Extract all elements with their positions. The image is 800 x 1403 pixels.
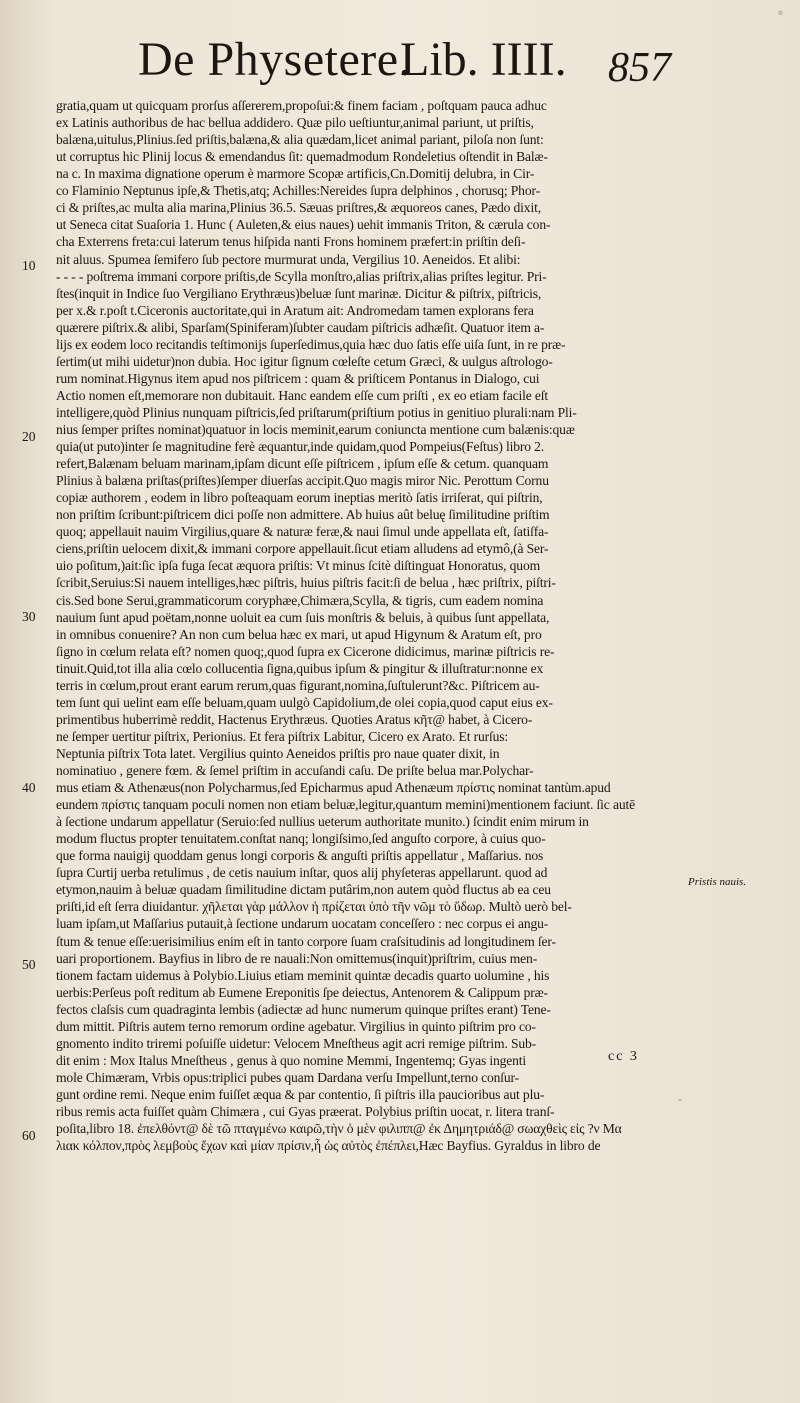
page-number: 857 [608, 45, 671, 91]
text-line: gunt ordine remi. Neque enim fuiſſet æqua & par contentio, ſi piſtris illa paucioribus aut plu- [56, 1086, 545, 1102]
text-line: ſtum & tenue eſſe:uerisimilius enim eſt in tanto corpore ſuam craſsitudinis ad longitudinem ſer- [56, 933, 556, 949]
text-line: Plinius à balæna priſtas(priſtes)ſemper diuerſas accipit.Quo magis miror Nic. Perottum Cornu [56, 473, 549, 489]
text-line: cha Exterrens freta:cui laterum tenus hiſpida nanti Frons hominem præfert:in priſtin deſi- [56, 234, 526, 250]
text-line: luam ipſam,ut Maſſarius putauit,à ſectione undarum uocatam conceſſero : nec corpus ei angu- [56, 916, 549, 932]
text-line: primentibus huberrimè reddit, Hactenus Erythræus. Quoties Aratus κῆτ@ habet, à Cicero- [56, 711, 533, 727]
text-line: lijs ex eodem loco recitandis teſtimonijs ſuperſedimus,quia hæc duo ſatis eſſe uiſa ſunt, in re præ- [56, 336, 566, 352]
text-line: tem ſunt qui uelint eam eſſe beluam,quam uulgò Capidolium,de olei copia,quod caput eius ex- [56, 694, 553, 710]
text-line: ſertim(ut mihi uidetur)non dubia. Hoc igitur ſignum cœleſte cetum Græci, & uulgus aſtrologo- [56, 353, 553, 369]
text-line: co Flaminio Neptunus ipſe,& Thetis,atq; Achilles:Nereides ſupra delphinos , chorusq; Phor- [56, 183, 540, 199]
text-line: ſcribit,Seruius:Si nauem intelliges,hæc piſtris, huius piſtris facit:ſi de belua , hæc priſtrix, piſtri- [56, 575, 556, 591]
line-number-50: 50 [22, 957, 36, 972]
text-line: per x.& r.poſt t.Ciceronis auctoritate,qui in Aratum ait: Andromedam tamen explorans fera [56, 302, 534, 318]
book-label: Lib. IIII. [400, 33, 567, 86]
text-line: ne ſemper uertitur piſtrix, Perionius. Et fera piſtrix Labitur, Cicero ex Arato. Et rurſus: [56, 728, 509, 744]
text-line: ex Latinis authoribus de hac bellua addidero. Quæ pilo ueſtiuntur,animal pariunt, ut priſtis, [56, 115, 534, 130]
text-line: ſigno in cœlum relata eſt? nomen quoq;,quod ſupra ex Cicerone didicimus, marinæ piſtricis re- [56, 643, 555, 659]
text-line: poſita,libro 18. ἐπελθόντ@ δὲ τῶ πταγμένω καιρῶ,τὴν ὁ μὲν φιλιππ@ ἐκ Δημητριάδ@ σωαχθεὶς εἰς ?ν Μα [56, 1121, 622, 1136]
running-title: De Physetere. [138, 33, 412, 86]
text-line: λιακ κόλπον,πρὸς λεμβοὺς ἔχων καὶ μίαν πρίσιν,ἧ ὡς αὐτὸς ἐπέπλει,Hæc Bayfius. Gyraldus in libro de [56, 1138, 601, 1153]
text-line: ſtes(inquit in Indice ſuo Vergiliano Erythræus)beluæ ſunt marinæ. Dicitur & piſtrix, piſtricis, [56, 285, 542, 301]
text-line: - - - - poſtrema immani corpore priſtis,de Scylla monſtro,alias priſtrix,alias priſtes legitur. Pri- [56, 268, 547, 284]
text-line: nominatiuo , genere fœm. & ſemel priſtim in accuſandi caſu. De priſte belua mar.Polychar- [56, 763, 534, 778]
line-number-20: 20 [22, 429, 36, 444]
text-line: ci & priſtes,ac multa alia marina,Plinius 36.5. Sæuas priſtres,& æquoreos canes, Pædo dixit, [56, 200, 541, 216]
line-number-30: 30 [22, 609, 36, 624]
text-line: eundem πρίστις tanquam poculi nomen non etiam beluæ,legitur,quantum memini)mentionem faciunt. ſic autē [56, 797, 635, 813]
text-line: terris in cœlum,prout erant earum rerum,quas figurant,nomina,ſuſtulerunt?&c. Piſtricem au- [56, 677, 540, 693]
text-line: uerbis:Perſeus poſt reditum ab Eumene Ereponitis ſpe deiectus, Antenorem & Calippum præ- [56, 984, 548, 1000]
text-line: rum nominat.Higynus item apud nos piſtricem : quam & priſticem Pontanus in Dialogo, cui [56, 370, 540, 386]
text-line: copiæ authorem , eodem in libro poſteaquam eorum ineptias meritò ſatis irriſerat, qui piſtrin, [56, 490, 543, 506]
text-line: tionem factam uidemus à Polybio.Liuius etiam meminit quintæ decadis quarto uolumine , his [56, 967, 550, 983]
text-line: ut Seneca citat Suaſoria 1. Hunc ( Auleten,& eius naues) uehit immanis Triton, & cærula con- [56, 217, 551, 233]
text-line: Neptunia piſtrix Tota latet. Vergilius quinto Aeneidos priſtis pro naue quater dixit, in [56, 745, 500, 761]
text-line: mus etiam & Athenæus(non Polycharmus,ſed Epicharmus apud Athenæum πρίστις nominat tantùm.apud [56, 780, 611, 795]
text-line: quoq; appellauit nauim Virgilius,quare & naturæ feræ,& naui ſimul unde appellata eſt, ſatiſfa- [56, 524, 549, 540]
margin-note: Pristis nauis. [688, 876, 747, 888]
text-line: refert,Balænam beluam marinam,ipſam dicunt eſſe piſtricem , ipſum eſſe & cetum. quanquam [56, 456, 549, 472]
text-line: priſti,id eſt ſerra diuidantur. χῆλεται γὰρ μάλλον ἡ πρίζεται ὑπὸ τῆν νῶμ τὸ ὕδωρ. Multò uerò bel- [56, 899, 572, 915]
text-line: quia(ut puto)inter ſe magnitudine ferè æquantur,inde quidam,quod Pompeius(Feſtus) libro 2. [56, 439, 545, 454]
text-line: uari proportionem. Bayfius in libro de re nauali:Non omittemus(inquit)priſtrim, cuius men- [56, 950, 538, 966]
text-line: modum fluctus propter tenuitatem.conſtat nanq; longiſsimo,ſed anguſto corpore, à cuius quo- [56, 831, 546, 847]
text-line: non priſtim ſcribunt:piſtricem dici poſſe non admittere. Ab huius aût beluę ſimilitudine priſtim [56, 507, 550, 523]
signature-mark: cc 3 [608, 1049, 639, 1064]
text-line: dit enim : Mox Italus Mneſtheus , genus à quo nomine Memmi, Ingentemq; Gyas ingenti [56, 1052, 527, 1068]
text-line: gratia,quam ut quicquam prorſus aſſererem,propoſui:& finem faciam , poſtquam pauca adhuc [56, 98, 547, 113]
text-line: ribus remis acta fuiſſet quàm Chimæra , cui Gyas præerat. Polybius priſtin uocat, r. litera tranſ- [56, 1104, 555, 1119]
text-line: nit aluus. Spumea ſemifero ſub pectore murmurat unda, Vergilius 10. Aeneidos. Et alibi: [56, 251, 521, 267]
text-line: nauium ſunt apud poëtam,nonne uoluit ea cum ſuis monſtris & beluis, à quibus ſunt appellata, [56, 609, 550, 625]
text-line: dum mittit. Piſtris autem terno remorum ordine agebatur. Virgilius in quinto piſtrim pro co- [56, 1018, 536, 1034]
text-line: intelligere,quòd Plinius nunquam piſtricis,ſed priſtarum(priſtium potius in genitiuo plurali:nam Pli- [56, 404, 577, 420]
text-line: mole Chimæram, Vrbis opus:triplici pubes quam Dardana verſu Impellunt,terno conſur- [56, 1069, 520, 1085]
text-line: Actio nomen eſt,memorare non dubitauit. Hanc eandem eſſe cum priſti , ex eo etiam facile eſt [56, 387, 549, 403]
text-line: ſupra Curtij uerba retulimus , de cetis nauium inſtar, quos alij phyſeteras appellarunt. quod ad [56, 865, 548, 881]
line-number-60: 60 [22, 1128, 36, 1143]
text-line: balæna,uitulus,Plinius.ſed priſtis,balæna,& alia quædam,licet animal pariant, piloſa non ſunt: [56, 132, 544, 148]
line-number-10: 10 [22, 258, 36, 273]
text-line: quærere piſtrix.& alibi, Sparſam(Spiniferam)ſubter caudam piſtricis adhæſit. Quatuor item a- [56, 319, 545, 335]
line-number-40: 40 [22, 780, 36, 795]
text-line: à ſectione undarum appellatur (Seruio:ſed nullius ueterum authoritate munito.) ſcindit enim mirum in [56, 814, 589, 830]
text-line: in omnibus conuenire? An non cum belua hæc ex mari, ut apud Higynum & Aratum eſt, pro [56, 626, 542, 642]
margin-dash: - [678, 1092, 682, 1106]
text-line: que forma nauigij quoddam genus longi corporis & anguſti priſtis appellatur , Maſſarius. nos [56, 848, 544, 864]
text-line: cis.Sed bone Serui,grammaticorum coryphæe,Chimæra,Scylla, & tigris, cum eadem nomina [56, 592, 544, 608]
text-line: ciens,priſtin uelocem dixit,& immani corpore appellauit.ſicut etiam alludens ad etymô,(à Ser- [56, 541, 549, 557]
text-line: gnomento indito triremi poſuiſſe uidetur: Velocem Mneſtheus agit acri remige piſtrim. Sub- [56, 1035, 537, 1051]
text-line: etymon,nauim à beluæ quadam ſimilitudine dictam putârim,non autem quòd fluctus ab ea ceu [56, 882, 551, 898]
corner-mark: ° [778, 8, 783, 22]
text-line: ut corruptus hic Plinij locus & emendandus ſit: quemadmodum Rondeletius oſtendit in Balæ- [56, 149, 548, 165]
text-line: uio poſitum,)ait:ſic ipſa fuga ſecat æquora priſtis: Vt minus ſcitè diſtinguat Honoratus, quom [56, 558, 541, 574]
text-line: fectos claſsis cum quadraginta lembis (adiectæ ad hunc numerum quinque priſtes erant) Tene- [56, 1001, 551, 1017]
text-line: nius ſemper priſtes nominat)quatuor in locis meminit,earum coniuncta mentione cum balænis:quæ [56, 421, 575, 437]
text-line: tinuit.Quid,tot illa alia cœlo collucentia ſigna,quibus ipſum & pingitur & illuſtratur:nonne ex [56, 660, 544, 676]
text-line: na c. In maxima dignatione operum è marmore Scopæ artificis,Cn.Domitij delubra, in Cir- [56, 166, 535, 182]
